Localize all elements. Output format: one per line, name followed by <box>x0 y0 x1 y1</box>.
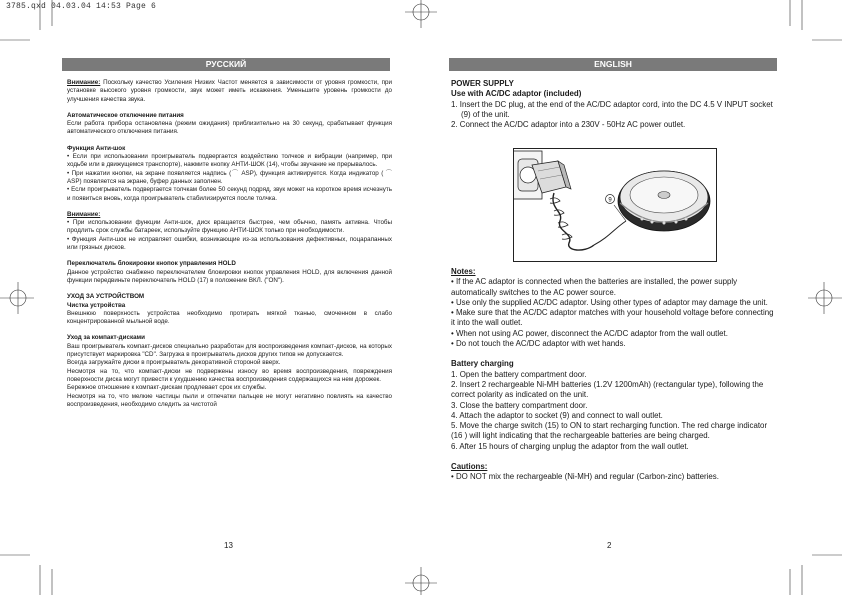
en-notes-title: Notes: <box>451 267 476 276</box>
ru-care-title: УХОД ЗА УСТРОЙСТВОМ <box>67 293 145 301</box>
ru-warning-2-p2: • Функция Анти-шок не исправляет ошибки, возникающие из-за использования дефективных, поцарапанных или грязных дисков. <box>67 235 392 252</box>
adaptor-diagram-image <box>514 149 716 261</box>
en-power-step-2: 2. Connect the AC/DC adaptor into a 230V - 50Hz AC power outlet. <box>451 120 686 130</box>
ru-warning-2-label: Внимание: <box>67 210 101 218</box>
en-power-subtitle: Use with AC/DC adaptor (included) <box>451 89 582 99</box>
en-battery-step-2: 2. Insert 2 rechargeable Ni-MH batteries (1.2V 1200mAh) (rectangular type), following the correct polarity as indicated on the unit. <box>451 379 764 400</box>
page-number-english: 2 <box>607 541 612 550</box>
ru-antishock-title: Функция Анти-шок <box>67 144 126 152</box>
ru-disc-p5: Несмотря на то, что мелкие частицы пыли и отпечатки пальцев не могут негативно повлиять на качество воспроизведения, необходимо следить за чистотой <box>67 392 392 408</box>
ru-warning-1-text: Поскольку качество Усиления Низких Частот меняется в зависимости от уровня громкости, при установке высокого уровня громкости, звук может иметь искажения. Уменьшите уровень громкости до улучшения качества звука. <box>67 79 392 103</box>
ru-warning-1 <box>67 79 392 104</box>
ru-cleaning-text: Внешнюю поверхность устройства необходимо протирать мягкой тканью, смоченном в слабо концентрированной мыльной воде. <box>67 309 392 326</box>
ru-hold-title: Переключатель блокировки кнопок управления HOLD <box>67 260 236 268</box>
ru-antishock-p2: • При нажатии кнопки, на экране появляется надпись (⌒ ASP), функция активируется. Когда индикатор ( ⌒ ASP) появляется на экране, буфер данных заполнен. <box>67 169 392 185</box>
ru-disc-p3: Несмотря на то, что компакт-диски не подвержены износу во время воспроизведения, повреждения поверхности диска могут привести к ухудшению качества воспроизведения содержащихся на нем дорожек. <box>67 367 392 383</box>
section-header-english: ENGLISH <box>449 58 777 71</box>
section-header-russian: РУССКИЙ <box>62 58 390 71</box>
en-note-1: • If the AC adaptor is connected when the batteries are installed, the power supply automatically switches to the AC power source. <box>451 277 738 297</box>
print-slug: 3785.qxd 04.03.04 14:53 Page 6 <box>6 2 157 11</box>
english-column-lower <box>451 267 777 483</box>
en-power-step-1: 1. Insert the DC plug, at the end of the AC/DC adaptor cord, into the DC 4.5 V INPUT socket (9) of the unit. <box>451 99 773 119</box>
ru-auto-off-title: Автоматическое отключение питания <box>67 111 184 119</box>
ru-antishock-p1: • Если при использовании проигрыватель подвергается воздействию толчков и вибрации (например, при ходьбе или в движущемся транспорте), нажмите кнопку АНТИ-ШОК (14), чтобы звучание не прерывалось. <box>67 153 392 169</box>
page-number-russian: 13 <box>224 541 233 550</box>
en-battery-step-6: 6. After 15 hours of charging unplug the adaptor from the wall outlet. <box>451 441 689 451</box>
russian-column <box>67 79 392 409</box>
en-note-3: • Make sure that the AC/DC adaptor matches with your household voltage before connecting it into the wall outlet. <box>451 308 774 328</box>
en-note-4: • When not using AC power, disconnect the AC/DC adaptor from the wall outlet. <box>451 328 728 338</box>
ru-disc-p4: Бережное отношение к компакт-дискам продлевает срок их службы. <box>67 384 267 392</box>
en-battery-step-3: 3. Close the battery compartment door. <box>451 400 588 410</box>
adaptor-connection-illustration <box>513 148 717 262</box>
ru-disc-p2: Всегда загружайте диски в проигрыватель декоративной стороной вверх. <box>67 359 281 367</box>
ru-disc-title: Уход за компакт-дисками <box>67 334 146 342</box>
callout-number-9: 9 <box>608 197 612 204</box>
en-power-title: POWER SUPPLY <box>451 79 514 88</box>
ru-warning-1-label: Внимание: <box>67 79 101 86</box>
en-note-2: • Use only the supplied AC/DC adaptor. Using other types of adaptor may damage the unit. <box>451 297 768 307</box>
en-caution-1: • DO NOT mix the rechargeable (Ni-MH) and regular (Carbon-zinc) batteries. <box>451 472 719 482</box>
ru-auto-off-text: Если работа прибора остановлена (режим ожидания) приблизительно на 30 секунд, срабатывает функция автоматического отключения питания. <box>67 120 392 136</box>
en-cautions-title: Cautions: <box>451 462 488 472</box>
ru-warning-2-p1: • При использовании функции Анти-шок, диск вращается быстрее, чем обычно, память активна. Чтобы продлить срок службы батареек, используйте функцию АНТИ-ШОК только при необходимости. <box>67 219 392 235</box>
ru-hold-text: Данное устройство снабжено переключателем блокировки кнопок управления HOLD, для включения данной функции передвиньте переключатель HOLD (17) в положение ВКЛ. ("ON"). <box>67 268 392 284</box>
english-column <box>451 79 777 130</box>
ru-disc-p1: Ваш проигрыватель компакт-дисков специально разработан для воспроизведения компакт-дисков, на которых присутствует маркировка "CD". Загрузка в проигрыватель дисков других типов не допускается. <box>67 342 392 359</box>
ru-antishock-p3: • Если проигрыватель подвергается толчкам более 50 секунд подряд, звук может на короткое время исчезнуть и появиться вновь, когда проигрыватель стабилизируется после толчка. <box>67 186 392 202</box>
en-battery-step-5: 5. Move the charge switch (15) to ON to start recharging function. The red charge indicator (16 ) will light indicating that the rechargeable batteries are being charged. <box>451 421 768 441</box>
en-battery-step-1: 1. Open the battery compartment door. <box>451 369 587 379</box>
ru-cleaning-title: Чистка устройства <box>67 301 126 309</box>
en-battery-step-4: 4. Attach the adaptor to socket (9) and connect to wall outlet. <box>451 410 663 420</box>
en-note-5: • Do not touch the AC/DC adaptor with wet hands. <box>451 339 626 349</box>
en-battery-title: Battery charging <box>451 359 514 369</box>
